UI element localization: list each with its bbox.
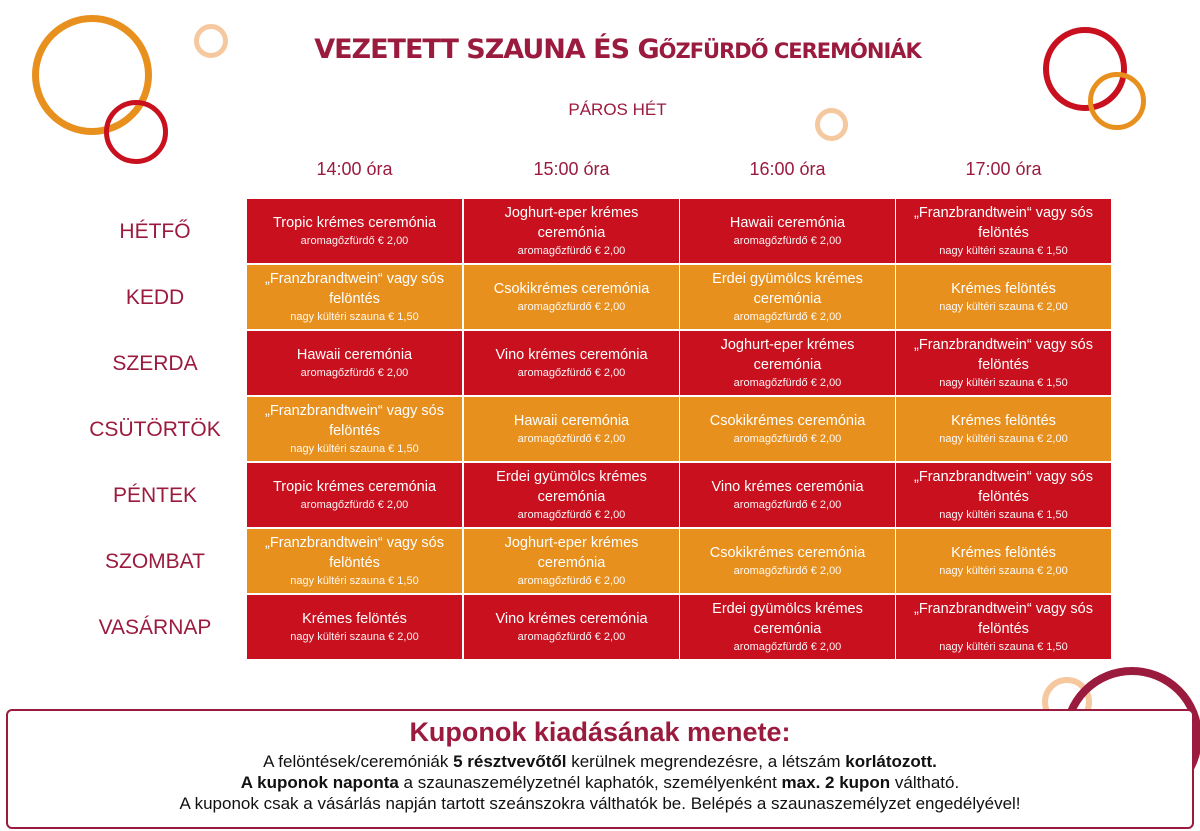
ceremony-name: Tropic krémes ceremónia bbox=[272, 479, 437, 495]
time-header-1500: 15:00 óra bbox=[533, 159, 610, 179]
schedule-cell bbox=[247, 595, 462, 659]
schedule-cell bbox=[896, 529, 1111, 593]
ceremony-location-price: aromagőzfürdő € 2,00 bbox=[733, 565, 842, 577]
schedule-cell bbox=[247, 397, 462, 461]
coupon-line-1: A felöntések/ceremóniák 5 résztvevőtől kerülnek megrendezésre, a létszám korlátozott. bbox=[263, 752, 937, 771]
time-header-1400: 14:00 óra bbox=[316, 159, 393, 179]
ceremony-name: Joghurt-eper krémes ceremónia bbox=[720, 337, 855, 373]
day-label: KEDD bbox=[125, 286, 185, 309]
schedule-cell bbox=[896, 331, 1111, 395]
page-title: VEZETETT SZAUNA ÉS GŐZFÜRDŐ CEREMÓNIÁK bbox=[314, 34, 921, 65]
schedule-cell bbox=[464, 463, 679, 527]
ceremony-location-price: aromagőzfürdő € 2,00 bbox=[300, 499, 409, 511]
ceremony-name: Joghurt-eper krémes ceremónia bbox=[504, 205, 639, 241]
schedule-cell bbox=[464, 595, 679, 659]
ceremony-name: Krémes felöntés bbox=[302, 611, 407, 627]
ceremony-location-price: nagy kültéri szauna € 2,00 bbox=[939, 301, 1068, 313]
ceremony-name: „Franzbrandtwein“ vagy sós felöntés bbox=[914, 601, 1093, 637]
ceremony-name: Csokikrémes ceremónia bbox=[709, 545, 866, 561]
ceremony-name: Vino krémes ceremónia bbox=[495, 347, 648, 363]
ceremony-location-price: nagy kültéri szauna € 1,50 bbox=[939, 641, 1068, 653]
day-label: PÉNTEK bbox=[112, 484, 198, 507]
ceremony-name: „Franzbrandtwein“ vagy sós felöntés bbox=[265, 403, 444, 439]
time-header-1700: 17:00 óra bbox=[965, 159, 1042, 179]
ceremony-location-price: aromagőzfürdő € 2,00 bbox=[517, 367, 626, 379]
ceremony-location-price: aromagőzfürdő € 2,00 bbox=[300, 235, 409, 247]
ceremony-name: Hawaii ceremónia bbox=[513, 413, 630, 429]
ceremony-location-price: aromagőzfürdő € 2,00 bbox=[517, 301, 626, 313]
ceremony-location-price: aromagőzfürdő € 2,00 bbox=[733, 499, 842, 511]
ceremony-location-price: aromagőzfürdő € 2,00 bbox=[733, 641, 842, 653]
ceremony-name: Erdei gyümölcs krémes ceremónia bbox=[712, 271, 863, 307]
ceremony-location-price: aromagőzfürdő € 2,00 bbox=[517, 245, 626, 257]
ceremony-name: Tropic krémes ceremónia bbox=[272, 215, 437, 231]
ceremony-location-price: aromagőzfürdő € 2,00 bbox=[733, 311, 842, 323]
coupon-info-box bbox=[6, 709, 1194, 829]
ceremony-name: Hawaii ceremónia bbox=[296, 347, 413, 363]
ceremony-location-price: nagy kültéri szauna € 1,50 bbox=[290, 311, 419, 323]
ceremony-name: Csokikrémes ceremónia bbox=[493, 281, 650, 297]
ceremony-location-price: nagy kültéri szauna € 2,00 bbox=[939, 565, 1068, 577]
day-label: HÉTFŐ bbox=[119, 220, 191, 243]
schedule-cell bbox=[464, 265, 679, 329]
ceremony-name: „Franzbrandtwein“ vagy sós felöntés bbox=[914, 337, 1093, 373]
schedule-cell bbox=[680, 199, 895, 263]
ceremony-location-price: aromagőzfürdő € 2,00 bbox=[733, 235, 842, 247]
schedule-cell bbox=[896, 199, 1111, 263]
ceremony-location-price: nagy kültéri szauna € 1,50 bbox=[290, 575, 419, 587]
day-label: VASÁRNAP bbox=[98, 616, 212, 639]
ceremony-location-price: nagy kültéri szauna € 1,50 bbox=[290, 443, 419, 455]
ceremony-name: Hawaii ceremónia bbox=[729, 215, 846, 231]
schedule-cell bbox=[247, 265, 462, 329]
schedule-cell bbox=[464, 529, 679, 593]
ceremony-name: Joghurt-eper krémes ceremónia bbox=[504, 535, 639, 571]
schedule-cell bbox=[464, 331, 679, 395]
schedule-cell bbox=[247, 331, 462, 395]
ceremony-name: Krémes felöntés bbox=[951, 545, 1056, 561]
ceremony-name: Csokikrémes ceremónia bbox=[709, 413, 866, 429]
ceremony-location-price: nagy kültéri szauna € 1,50 bbox=[939, 245, 1068, 257]
ceremony-name: „Franzbrandtwein“ vagy sós felöntés bbox=[265, 271, 444, 307]
schedule-cell bbox=[896, 265, 1111, 329]
schedule-cell bbox=[896, 595, 1111, 659]
day-label: SZERDA bbox=[112, 352, 198, 375]
schedule-cell bbox=[680, 397, 895, 461]
schedule-cell bbox=[464, 397, 679, 461]
schedule-cell bbox=[247, 529, 462, 593]
ceremony-location-price: aromagőzfürdő € 2,00 bbox=[733, 433, 842, 445]
ceremony-name: Krémes felöntés bbox=[951, 413, 1056, 429]
schedule-cell bbox=[247, 463, 462, 527]
day-label: CSÜTÖRTÖK bbox=[89, 418, 221, 441]
schedule-cell bbox=[680, 463, 895, 527]
ceremony-name: Vino krémes ceremónia bbox=[711, 479, 864, 495]
ceremony-name: Krémes felöntés bbox=[951, 281, 1056, 297]
ceremony-name: Erdei gyümölcs krémes ceremónia bbox=[496, 469, 647, 505]
schedule-cell bbox=[464, 199, 679, 263]
ceremony-location-price: nagy kültéri szauna € 2,00 bbox=[290, 631, 419, 643]
ceremony-name: „Franzbrandtwein“ vagy sós felöntés bbox=[265, 535, 444, 571]
schedule-cell bbox=[247, 199, 462, 263]
ceremony-location-price: nagy kültéri szauna € 1,50 bbox=[939, 377, 1068, 389]
schedule-cell bbox=[680, 331, 895, 395]
schedule-cell bbox=[680, 595, 895, 659]
ceremony-location-price: aromagőzfürdő € 2,00 bbox=[517, 433, 626, 445]
ceremony-location-price: aromagőzfürdő € 2,00 bbox=[733, 377, 842, 389]
ceremony-location-price: nagy kültéri szauna € 2,00 bbox=[939, 433, 1068, 445]
schedule-cell bbox=[896, 397, 1111, 461]
schedule-cell bbox=[680, 529, 895, 593]
coupon-heading: Kuponok kiadásának menete: bbox=[409, 717, 791, 747]
ceremony-location-price: nagy kültéri szauna € 1,50 bbox=[939, 509, 1068, 521]
ceremony-location-price: aromagőzfürdő € 2,00 bbox=[300, 367, 409, 379]
coupon-line-2: A kuponok naponta a szaunaszemélyzetnél kaphatók, személyenként max. 2 kupon váltható. bbox=[240, 773, 960, 792]
page-subtitle: PÁROS HÉT bbox=[568, 100, 667, 119]
ceremony-location-price: aromagőzfürdő € 2,00 bbox=[517, 575, 626, 587]
ceremony-name: „Franzbrandtwein“ vagy sós felöntés bbox=[914, 469, 1093, 505]
schedule-cell bbox=[896, 463, 1111, 527]
ceremony-name: Erdei gyümölcs krémes ceremónia bbox=[712, 601, 863, 637]
day-label: SZOMBAT bbox=[105, 550, 205, 573]
schedule-cell bbox=[680, 265, 895, 329]
ceremony-name: Vino krémes ceremónia bbox=[495, 611, 648, 627]
ceremony-location-price: aromagőzfürdő € 2,00 bbox=[517, 509, 626, 521]
time-header-1600: 16:00 óra bbox=[749, 159, 826, 179]
ceremony-name: „Franzbrandtwein“ vagy sós felöntés bbox=[914, 205, 1093, 241]
ceremony-location-price: aromagőzfürdő € 2,00 bbox=[517, 631, 626, 643]
coupon-line-3: A kuponok csak a vásárlás napján tartott szeánszokra válthatók be. Belépés a szaunaszemélyzet engedélyével! bbox=[179, 794, 1021, 813]
